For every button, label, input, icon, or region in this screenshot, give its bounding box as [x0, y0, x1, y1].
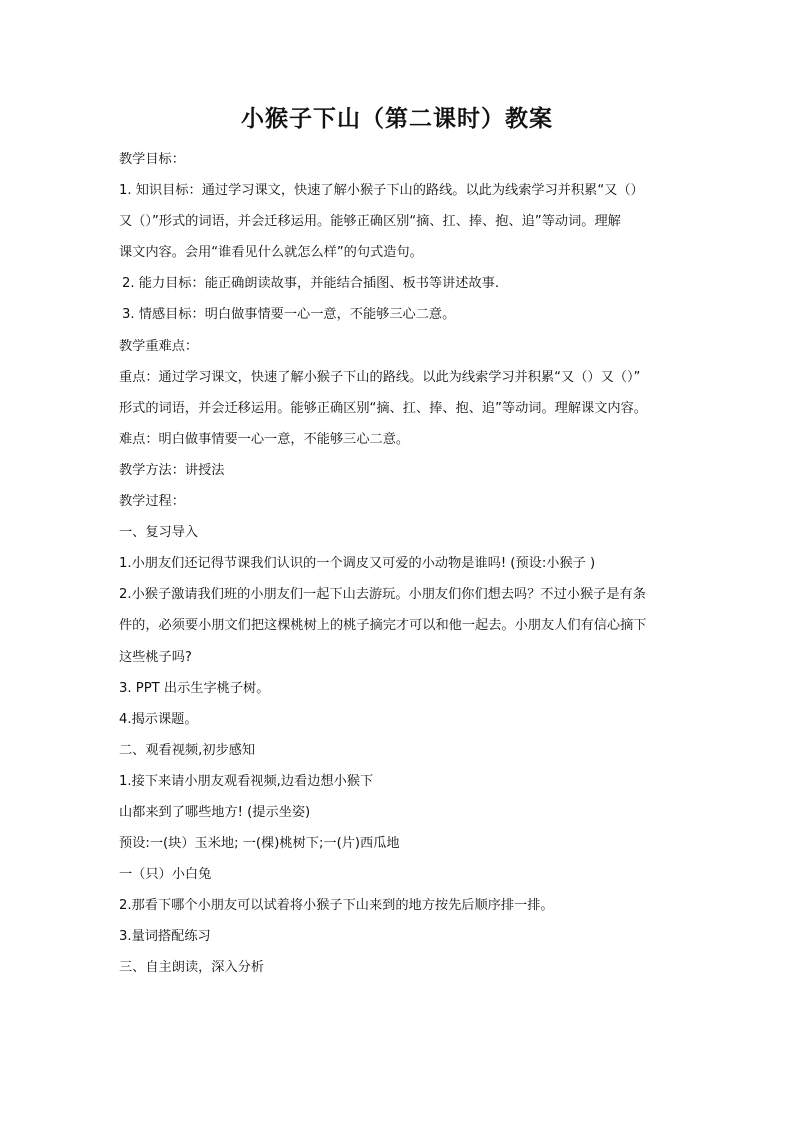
paragraph-line: 形式的词语，并会迁移运用。能够正确区别“摘、扛、捧、抱、追”等动词。理解课文内容。: [119, 400, 647, 416]
paragraph-line: 预设:一(块）玉米地; 一(棵)桃树下;一(片)西瓜地: [119, 836, 400, 852]
subsection-heading: 二、观看视频,初步感知: [119, 742, 256, 758]
paragraph-line: 4.揭示课题。: [119, 711, 198, 727]
document-title: 小猴子下山（第二课时）教案: [241, 106, 553, 132]
paragraph-line: 重点：通过学习课文，快速了解小猴子下山的路线。以此为线索学习并积累“又（）又（）”: [119, 369, 641, 385]
paragraph-line: 3.量词搭配练习: [119, 929, 211, 945]
paragraph-line: 这些桃子吗?: [119, 649, 192, 665]
section-heading-method: 教学方法：讲授法: [119, 462, 225, 478]
section-heading-process: 教学过程：: [119, 494, 185, 510]
document-body: [119, 144, 699, 984]
paragraph-line: 2.那看下哪个小朋友可以试着将小猴子下山来到的地方按先后顺序排一排。: [119, 898, 554, 914]
section-heading-key-points: 教学重难点：: [119, 338, 199, 354]
paragraph-line: 课文内容。会用“谁看见什么就怎么样”的句式造句。: [119, 245, 423, 261]
paragraph-line: 2. 能力目标：能正确朗读故事，并能结合插图、板书等讲述故事.: [122, 276, 500, 292]
paragraph-line: 又（）”形式的词语，并会迁移运用。能够正确区别“摘、扛、捧、抱、追”等动词。理解: [119, 214, 621, 230]
paragraph-line: 3. PPT 出示生字桃子树。: [119, 680, 270, 696]
subsection-heading: 一、复习导入: [119, 525, 199, 541]
section-heading-objectives: 教学目标：: [119, 152, 185, 167]
paragraph-line: 山都来到了哪些地方! (提示坐姿): [119, 804, 311, 820]
subsection-heading: 三、自主朗读，深入分析: [119, 960, 265, 976]
paragraph-line: 1. 知识目标：通过学习课文，快速了解小猴子下山的路线。以此为线索学习并积累“又（）: [119, 183, 644, 199]
paragraph-line: 2.小猴子激请我们班的小朋友们一起下山去游玩。小朋友们你们想去吗？不过小猴子是有条: [119, 587, 646, 603]
paragraph-line: 1.接下来请小朋友观看视频,边看边想小猴下: [119, 773, 374, 789]
paragraph-line: 一（只）小白兔: [119, 867, 212, 883]
paragraph-line: 难点：明白做事情要一心一意，不能够三心二意。: [119, 431, 410, 447]
paragraph-line: 3. 情感目标：明白做事情要一心一意，不能够三心二意。: [122, 307, 456, 323]
paragraph-line: 件的，必须要小朋文们把这棵桃树上的桃子摘完才可以和他一起去。小朋友人们有信心摘下: [119, 618, 647, 634]
paragraph-line: 1.小朋友们还记得节课我们认识的一个调皮又可爱的小动物是谁吗! (预设:小猴子 ): [119, 556, 596, 572]
